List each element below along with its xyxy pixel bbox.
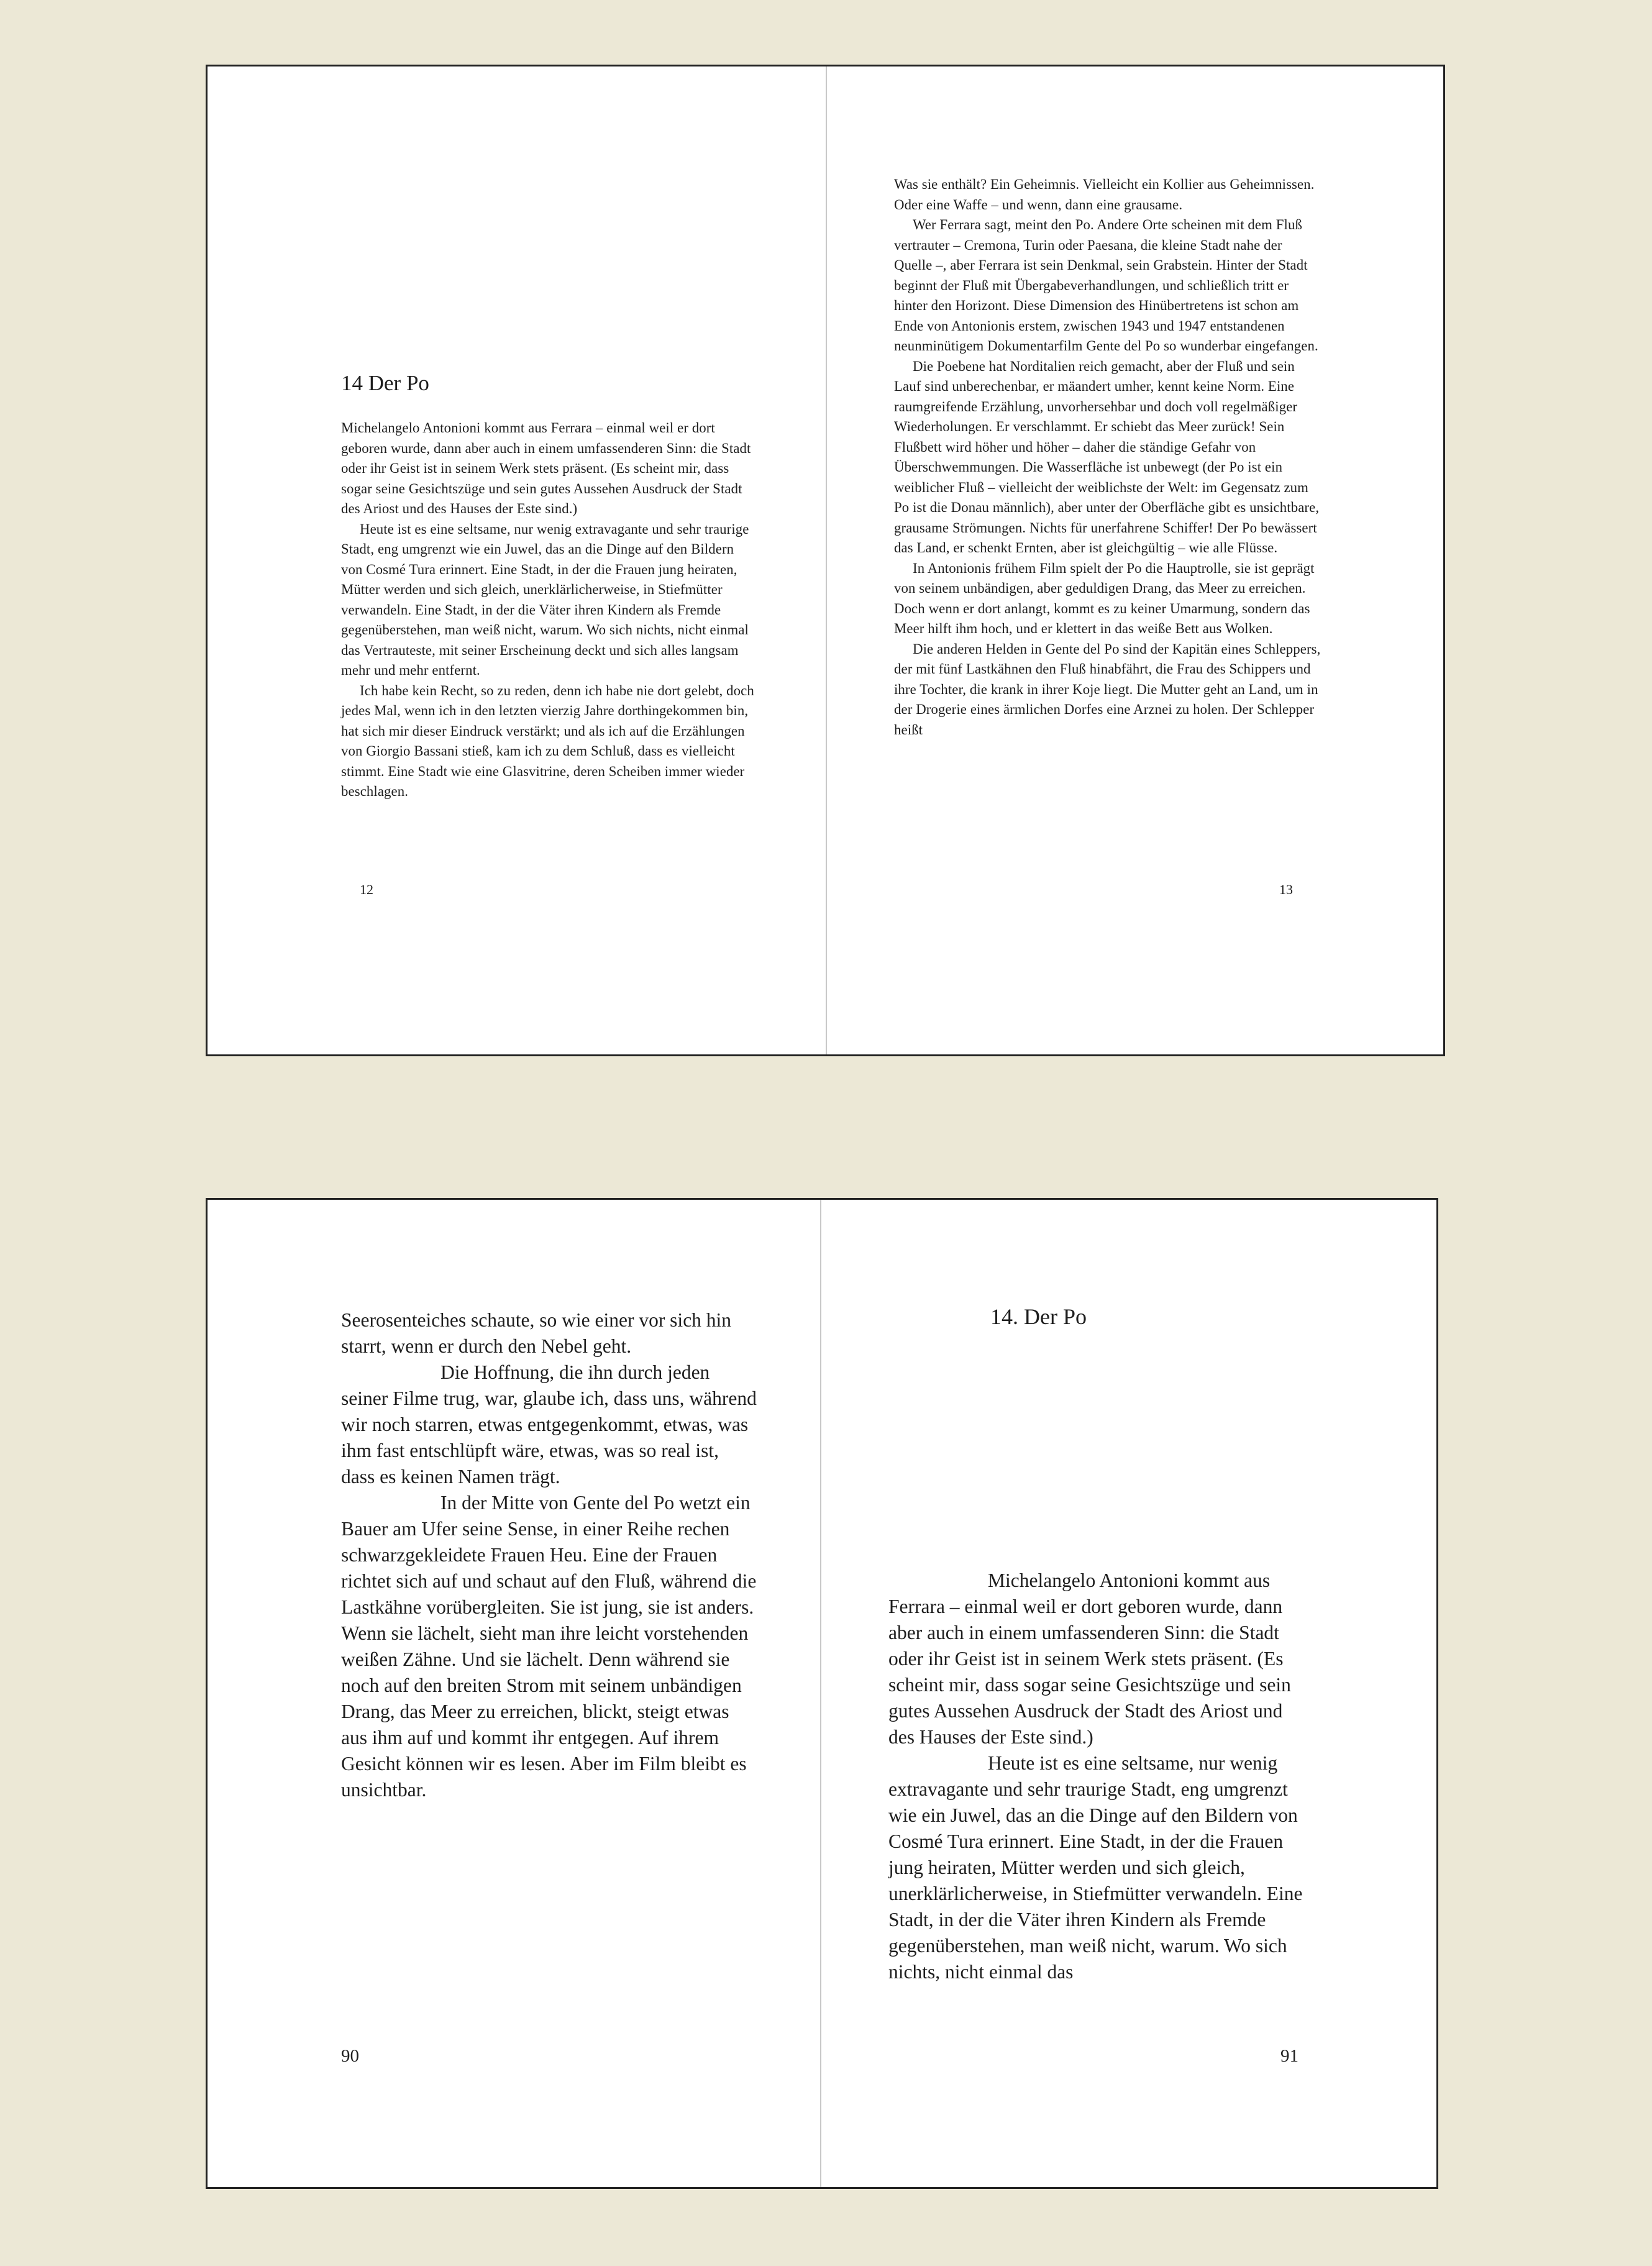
paragraph: Wer Ferrara sagt, meint den Po. Andere Orte scheinen mit dem Fluß vertrauter – Cremona, Turin oder Paesana, die kleine Stadt nahe der Quelle –, aber Ferrara ist sein Denkmal, sein Grabstein. Hinter der Stadt beginnt der Fluß mit Übergabeverhandlungen, und schließlich tritt er hinter den Horizont. Diese Dimension des Hinübertretens ist schon am Ende von Antonionis erstem, zwischen 1943 und 1947 entstandenen neunminütigem Dokumentarfilm Gente del Po so wunderbar eingefangen.	[894, 217, 1318, 354]
paragraph: Die Hoffnung, die ihn durch jeden seiner Filme trug, war, glaube ich, dass uns, während wir noch starren, etwas entgegenkommt, etwas, was ihm fast entschlüpft wäre, etwas, was so real ist, dass es keinen Namen trägt.	[341, 1361, 757, 1487]
paragraph: Heute ist es eine seltsame, nur wenig extravagante und sehr traurige Stadt, eng umgrenzt wie ein Juwel, das an die Dinge auf den Bildern von Cosmé Tura erinnert. Eine Stadt, in der die Frauen jung heiraten, Mütter werden und sich gleich, unerklärlicherweise, in Stiefmütter verwandeln. Eine Stadt, in der die Väter ihren Kindern als Fremde gegenüberstehen, man weiß nicht, warum. Wo sich nichts, nicht einmal das Vertrauteste, mit seiner Erscheinung deckt und sich alles langsam mehr und mehr entfernt.	[341, 521, 749, 678]
book-spread-bottom	[206, 1198, 1438, 2189]
paragraph: Michelangelo Antonioni kommt aus Ferrara – einmal weil er dort geboren wurde, dann aber auch in einem umfassenderen Sinn: die Stadt oder ihr Geist ist in seinem Werk stets präsent. (Es scheint mir, dass sogar seine Gesichtszüge und sein gutes Aussehen Ausdruck der Stadt des Ariost und des Hauses der Este sind.)	[888, 1569, 1291, 1748]
chapter-heading: 14. Der Po	[990, 1304, 1087, 1329]
paragraph: Seerosenteiches schaute, so wie einer vor sich hin starrt, wenn er durch den Nebel geht.	[341, 1309, 732, 1357]
gutter-divider	[820, 1200, 821, 2187]
paragraph: Ich habe kein Recht, so zu reden, denn ich habe nie dort gelebt, doch jedes Mal, wenn ich in den letzten vierzig Jahre dorthingekommen bin, hat sich mir dieser Eindruck verstärkt; und als ich auf die Erzählungen von Giorgio Bassani stieß, kam ich zu dem Schluß, dass es vielleicht stimmt. Eine Stadt wie eine Glasvitrine, deren Scheiben immer wieder beschlagen.	[341, 682, 754, 799]
paragraph: In der Mitte von Gente del Po wetzt ein Bauer am Ufer seine Sense, in einer Reihe rechen schwarzgekleidete Frauen Heu. Eine der Frauen richtet sich auf und schaut auf den Fluß, während die Lastkähne vorübergleiten. Sie ist jung, sie ist anders. Wenn sie lächelt, sieht man ihre leicht vorstehenden weißen Zähne. Und sie lächelt. Denn während sie noch auf den breiten Strom mit seinem unbändigen Drang, das Meer zu erreichen, blickt, steigt etwas aus ihm auf und kommt ihr entgegen. Auf ihrem Gesicht können wir es lesen. Aber im Film bleibt es unsichtbar.	[341, 1492, 757, 1801]
paragraph: In Antonionis frühem Film spielt der Po die Hauptrolle, sie ist geprägt von seinem unbändigen, aber geduldigen Drang, das Meer zu erreichen. Doch wenn er dort anlangt, kommt es zu keiner Umarmung, sondern das Meer hilft ihm hoch, und er klettert in das weiße Bett aus Wolken.	[894, 560, 1315, 636]
body-text-left	[341, 418, 757, 802]
page-number: 90	[341, 2046, 359, 2066]
page-number: 12	[360, 882, 373, 897]
body-text-right	[888, 1568, 1311, 1985]
paragraph: Was sie enthält? Ein Geheimnis. Vielleicht ein Kollier aus Geheimnissen. Oder eine Waffe – und wenn, dann eine grausame.	[894, 176, 1315, 212]
book-spread-top	[206, 65, 1445, 1056]
chapter-heading: 14 Der Po	[341, 371, 429, 395]
paragraph: Heute ist es eine seltsame, nur wenig extravagante und sehr traurige Stadt, eng umgrenzt wie ein Juwel, das an die Dinge auf den Bildern von Cosmé Tura erinnert. Eine Stadt, in der die Frauen jung heiraten, Mütter werden und sich gleich, unerklärlicherweise, in Stiefmütter verwandeln. Eine Stadt, in der die Väter ihren Kindern als Fremde gegenüberstehen, man weiß nicht, warum. Wo sich nichts, nicht einmal das	[888, 1752, 1303, 1983]
page-number: 91	[1280, 2046, 1298, 2066]
paragraph: Michelangelo Antonioni kommt aus Ferrara – einmal weil er dort geboren wurde, dann aber auch in einem umfassenderen Sinn: die Stadt oder ihr Geist ist in seinem Werk stets präsent. (Es scheint mir, dass sogar seine Gesichtszüge und sein gutes Aussehen Ausdruck der Stadt des Ariost und des Hauses der Este sind.)	[341, 420, 751, 516]
body-text-right	[894, 175, 1323, 740]
page-number: 13	[1279, 882, 1293, 897]
paragraph: Die Poebene hat Norditalien reich gemacht, aber der Fluß und sein Lauf sind unberechenbar, er mäandert umher, kennt keine Norm. Eine raumgreifende Erzählung, unvorhersehbar und doch voll regelmäßiger Wiederholungen. Er verschlammt. Er schiebt das Meer zurück! Sein Flußbett wird höher und höher – daher die ständige Gefahr von Überschwemmungen. Die Wasserfläche ist unbewegt (der Po ist ein weiblicher Fluß – vielleicht der weiblichste der Welt: im Gegensatz zum Po ist die Donau männlich), aber unter der Oberfläche gibt es unsichtbare, grausame Strömungen. Nichts für unerfahrene Schiffer! Der Po bewässert das Land, er schenkt Ernten, aber ist gleichgültig – wie alle Flüsse.	[894, 358, 1320, 555]
gutter-divider	[826, 66, 827, 1054]
paragraph: Die anderen Helden in Gente del Po sind der Kapitän eines Schleppers, der mit fünf Lastkähnen den Fluß hinabfährt, die Frau des Schippers und ihre Tochter, die krank in ihrer Koje liegt. Die Mutter geht an Land, um in der Drogerie eines ärmlichen Dorfes eine Arznei zu holen. Der Schlepper heißt	[894, 641, 1321, 738]
body-text-left	[341, 1307, 757, 1803]
